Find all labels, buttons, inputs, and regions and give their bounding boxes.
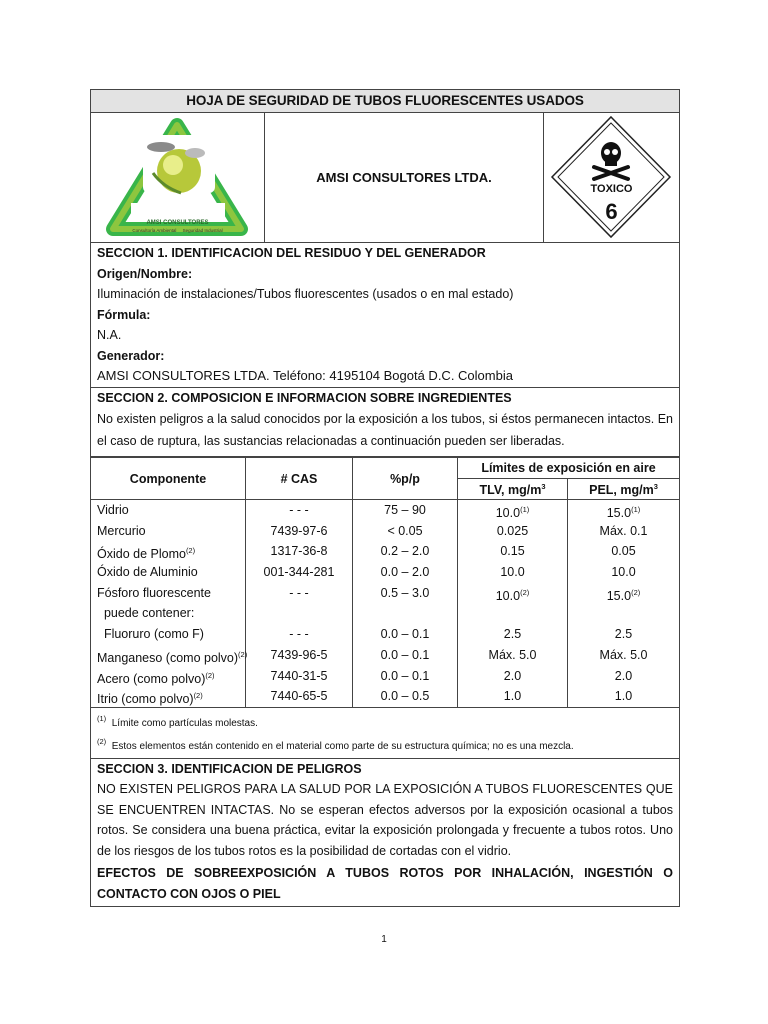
table-cell-tlv: 1.0	[503, 689, 522, 704]
table-cell-comp: Fluoruro (como F)	[97, 627, 204, 642]
table-cell-comp: Itrio (como polvo)$^{(2)}$	[97, 691, 203, 707]
table-cell-cas: - - -	[289, 585, 309, 600]
origin-label: Origen/Nombre:	[97, 266, 193, 281]
table-cell-cas: - - -	[289, 627, 309, 642]
table-cell-pel	[568, 603, 679, 624]
header-limits: Límites de exposición en aire	[458, 458, 680, 479]
section-1	[90, 243, 680, 388]
table-cell-pel: Máx. 0.1	[599, 523, 648, 538]
logo-name: AMSI CONSULTORES	[146, 220, 209, 226]
table-cell-pp: 0.2 – 2.0	[380, 544, 430, 559]
section-2-heading: SECCION 2. COMPOSICION E INFORMACION SOBRE INGREDIENTES	[97, 390, 512, 405]
table-cell-pp: 0.5 – 3.0	[380, 585, 430, 600]
table-cell-pel: 1.0	[614, 689, 633, 704]
table-cell-cas: 1317-36-8	[270, 544, 328, 559]
table-cell-tlv: 10.0$^{(2)}$	[495, 587, 530, 603]
section-3-heading: SECCION 3. IDENTIFICACION DE PELIGROS	[97, 761, 362, 776]
table-cell-tlv: Máx. 5.0	[488, 647, 537, 662]
document-title: HOJA DE SEGURIDAD DE TUBOS FLUORESCENTES USADOS	[90, 89, 680, 113]
table-cell-cas: 001-344-281	[263, 565, 335, 580]
header-cas: # CAS	[246, 458, 353, 500]
generator-value: AMSI CONSULTORES LTDA. Teléfono: 4195104 Bogotá D.C. Colombia	[97, 368, 513, 383]
header-pp: %p/p	[353, 458, 458, 500]
table-cell-tlv: 2.5	[503, 627, 522, 642]
table-cell-tlv: 0.025	[496, 523, 529, 538]
table-cell-comp: Óxido de Plomo$^{(2)}$	[97, 546, 196, 562]
note-1: $^{(1)}$ Límite como partículas molestas.	[97, 713, 258, 729]
generator-label: Generador:	[97, 348, 165, 363]
table-body-row	[91, 500, 680, 708]
note-2: $^{(2)}$ Estos elementos están contenido en el material como parte de su estructura química; no es una mezcla.	[97, 736, 574, 752]
company-name: AMSI CONSULTORES LTDA.	[265, 113, 544, 242]
pp-column	[353, 500, 458, 708]
composition-table	[90, 457, 680, 708]
section-2	[90, 388, 680, 458]
formula-label: Fórmula:	[97, 307, 151, 322]
origin-value: Iluminación de instalaciones/Tubos fluorescentes (usados o en mal estado)	[97, 287, 514, 301]
page-number: 1	[381, 934, 387, 945]
hazard-class-number: 6	[605, 199, 618, 224]
table-cell-pel: 15.0$^{(1)}$	[606, 505, 641, 520]
table-cell-pp	[353, 603, 457, 624]
component-column	[91, 500, 246, 708]
section-3	[90, 759, 680, 908]
section-3-text: NO EXISTEN PELIGROS PARA LA SALUD POR LA EXPOSICIÓN A TUBOS FLUORESCENTES QUE SE ENCUENTREN INTACTAS. No se esperan efectos adversos por la exposición ocasional a tubos rotos. Se considera una buena práctica, evitar la exposición prolongada y frecuente a tubos rotos. Uno de los riesgos de los tubos rotos es la posibilidad de cortadas con el vidrio.	[97, 782, 673, 858]
table-cell-comp: Acero (como polvo)$^{(2)}$	[97, 670, 215, 686]
table-cell-comp: Manganeso (como polvo)$^{(2)}$	[97, 649, 248, 665]
table-cell-pp: < 0.05	[387, 523, 423, 538]
table-cell-pp: 0.0 – 0.5	[380, 689, 430, 704]
table-cell-comp: puede contener:	[97, 606, 195, 621]
pel-column	[568, 500, 680, 708]
safety-sheet	[90, 89, 680, 907]
hazard-text: TOXICO	[590, 183, 633, 195]
table-cell-pp: 0.0 – 2.0	[380, 565, 430, 580]
table-cell-tlv: 10.0$^{(1)}$	[495, 505, 530, 520]
header-component: Componente	[91, 458, 246, 500]
header-row	[90, 113, 680, 243]
header-tlv: TLV, $mg/m^3$	[458, 479, 568, 500]
table-cell-comp: Fósforo fluorescente	[97, 585, 211, 600]
table-cell-pel: 2.0	[614, 668, 633, 683]
section-1-heading: SECCION 1. IDENTIFICACION DEL RESIDUO Y DEL GENERADOR	[97, 246, 486, 260]
table-cell-pp: 0.0 – 0.1	[380, 627, 430, 642]
table-cell-cas: 7440-65-5	[270, 689, 328, 704]
table-cell-comp: Óxido de Aluminio	[97, 565, 198, 580]
table-cell-tlv: 0.15	[500, 544, 525, 559]
table-cell-cas: 7439-97-6	[270, 523, 328, 538]
table-cell-cas: 7439-96-5	[270, 647, 328, 662]
table-cell-pel: Máx. 5.0	[599, 647, 648, 662]
table-cell-cas: 7440-31-5	[270, 668, 328, 683]
table-cell-tlv: 2.0	[503, 668, 522, 683]
cas-column	[246, 500, 353, 708]
table-cell-comp: Vidrio	[97, 503, 129, 517]
company-logo	[91, 113, 265, 242]
table-cell-tlv	[458, 603, 567, 624]
table-cell-pp: 0.0 – 0.1	[380, 647, 430, 662]
logo-tagline: Consultoría Ambiental Seguridad Industrial	[132, 228, 223, 233]
table-cell-comp: Mercurio	[97, 523, 146, 538]
header-pel: PEL, $mg/m^3$	[568, 479, 680, 500]
section-2-text: No existen peligros a la salud conocidos por la exposición a los tubos, si éstos permanecen intactos. En el caso de ruptura, las sustancias relacionadas a continuación pueden ser liberadas.	[97, 412, 673, 448]
table-cell-cas	[246, 603, 352, 624]
table-cell-tlv: 10.0	[500, 565, 525, 580]
table-notes	[90, 708, 680, 759]
formula-value: N.A.	[97, 328, 122, 342]
table-cell-pp: 75 – 90	[384, 503, 426, 517]
table-cell-cas: - - -	[289, 503, 309, 517]
table-cell-pel: 10.0	[611, 565, 636, 580]
table-cell-pel: 2.5	[614, 627, 633, 642]
section-3-subheading: EFECTOS DE SOBREEXPOSICIÓN A TUBOS ROTOS POR INHALACIÓN, INGESTIÓN O CONTACTO CON OJOS O PIEL	[97, 866, 673, 901]
hazard-label	[544, 113, 679, 242]
table-cell-pp: 0.0 – 0.1	[380, 668, 430, 683]
table-cell-pel: 0.05	[611, 544, 636, 559]
table-cell-pel: 15.0$^{(2)}$	[606, 587, 641, 603]
tlv-column	[458, 500, 568, 708]
